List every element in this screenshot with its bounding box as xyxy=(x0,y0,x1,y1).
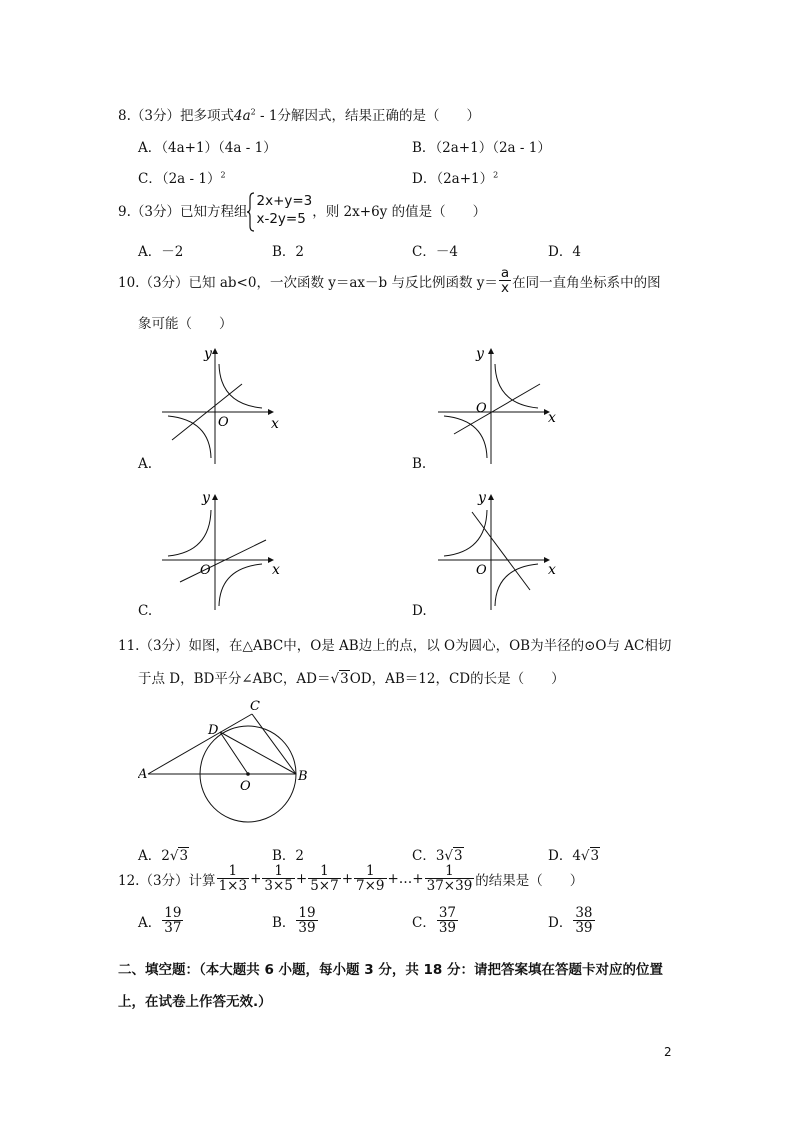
q9-option-d[interactable]: D．4 xyxy=(548,244,581,260)
axis-x-label: x xyxy=(548,410,556,426)
fraction: $\frac{1}{1\times 3}$ xyxy=(218,863,248,895)
fraction: $\frac{1}{7\times 9}$ xyxy=(356,863,385,895)
equation-system: 2x+y=3 x-2y=5 xyxy=(247,192,312,228)
q11-stem-line1: 11.（3分）如图，在△ABC中，O是 AB边上的点，以 O为圆心，OB为半径的⊙O与 AC相切 xyxy=(118,638,672,654)
fraction: $\frac{1}{5\times 7}$ xyxy=(310,863,339,895)
q9-option-c[interactable]: C．－4 xyxy=(412,244,458,260)
q10-graph-d[interactable] xyxy=(434,488,562,610)
q11-stem-line2: 于点 D，BD平分∠ABC，AD＝√3OD，AB＝12，CD的长是（ ） xyxy=(138,671,565,687)
fraction: $\frac{a}{x}$ xyxy=(500,265,510,297)
q10-graph-a[interactable] xyxy=(158,342,286,464)
q12-option-a[interactable]: A． $\frac{19}{37}$ xyxy=(138,905,182,937)
axis-y-label: y xyxy=(476,346,484,362)
point-a-label: A xyxy=(138,767,148,782)
q12-option-d[interactable]: D． $\frac{38}{39}$ xyxy=(548,905,593,937)
fraction: $\frac{1}{3\times 5}$ xyxy=(264,863,293,895)
point-c-label: C xyxy=(250,699,260,714)
q8-option-c[interactable]: C．（2a - 1）$^2$ xyxy=(138,170,226,187)
q10-graph-c[interactable] xyxy=(158,488,286,610)
q10-graph-b[interactable] xyxy=(434,342,562,464)
q12-option-b[interactable]: B． $\frac{19}{39}$ xyxy=(272,905,316,937)
q9-option-b[interactable]: B．2 xyxy=(272,244,305,260)
q10-option-c[interactable]: C. xyxy=(138,603,153,619)
axis-x-label: x xyxy=(272,562,280,578)
page-number: 2 xyxy=(664,1045,672,1059)
q12-option-c[interactable]: C． $\frac{37}{39}$ xyxy=(412,905,457,937)
q10-stem-line1: 10.（3分）已知 ab<0，一次函数 y＝ax－b 与反比例函数 y＝ $\frac{a}{x}$ 在同一直角坐标系中的图 xyxy=(118,265,661,297)
fraction: $\frac{1}{37\times 39}$ xyxy=(426,863,473,895)
origin-label: O xyxy=(200,563,211,578)
sqrt-symbol: √ xyxy=(169,848,179,864)
q12-stem: 12.（3分）计算 $\frac{1}{1\times 3}$ + $\frac{1}{3\times 5}$ + $\frac{1}{5\times 7}$ + $\frac{1}{7\times 9}$ +…+ $\frac{1}{37\times 39}$ 的结果是（ ） xyxy=(118,863,584,895)
plus-sign: + xyxy=(341,870,353,887)
q11-figure[interactable] xyxy=(138,696,318,824)
q8-option-a[interactable]: A．（4a+1）（4a - 1） xyxy=(138,140,277,156)
plus-sign: + xyxy=(295,870,308,887)
q10-option-d[interactable]: D. xyxy=(412,603,427,619)
sqrt-symbol: √ xyxy=(444,848,454,864)
fraction: $\frac{37}{39}$ xyxy=(438,905,457,937)
q9-option-a[interactable]: A．－2 xyxy=(138,244,184,260)
fraction: $\frac{19}{37}$ xyxy=(164,905,182,937)
axis-x-label: x xyxy=(548,562,556,578)
q11-option-b[interactable]: B．2 xyxy=(272,848,305,864)
origin-label: O xyxy=(476,401,487,416)
q8-option-b[interactable]: B．（2a+1）（2a - 1） xyxy=(412,140,551,156)
plus-sign: + xyxy=(250,870,262,887)
q9-stem: 9.（3分）已知方程组 2x+y=3 x-2y=5 ，则 2x+6y 的值是（ ） xyxy=(118,188,486,232)
q10-option-a[interactable]: A. xyxy=(138,456,153,472)
q11-option-d[interactable]: D．4√3 xyxy=(548,848,600,864)
axis-y-label: y xyxy=(204,346,212,362)
point-o-label: O xyxy=(240,779,251,794)
axis-y-label: y xyxy=(202,490,210,506)
q8-option-d[interactable]: D．$(2a+1)^2$ xyxy=(412,170,499,187)
brace-icon xyxy=(247,192,255,232)
sqrt-symbol: √ xyxy=(580,848,590,864)
axis-y-label: y xyxy=(478,490,486,506)
fraction: $\frac{19}{39}$ xyxy=(298,905,316,937)
q10-stem-line2: 象可能（ ） xyxy=(138,316,233,332)
axis-x-label: x xyxy=(271,416,279,432)
sqrt-symbol: √ xyxy=(330,671,340,687)
q11-option-a[interactable]: A．2√3 xyxy=(138,848,189,864)
point-b-label: B xyxy=(298,769,308,784)
section-2-heading-line1: 二、填空题：（本大题共 6 小题，每小题 3 分，共 18 分：请把答案填在答题卡对应的位置 xyxy=(118,962,664,978)
q11-option-c[interactable]: C．3√3 xyxy=(412,848,463,864)
point-d-label: D xyxy=(208,723,219,738)
q10-option-b[interactable]: B. xyxy=(412,456,427,472)
fraction: $\frac{38}{39}$ xyxy=(575,905,593,937)
origin-label: O xyxy=(476,563,487,578)
q8-stem: 8.（3分）把多项式$4a^2 - 1$分解因式，结果正确的是（ ） xyxy=(118,107,480,124)
origin-label: O xyxy=(218,415,229,430)
section-2-heading-line2: 上，在试卷上作答无效.） xyxy=(118,994,272,1010)
